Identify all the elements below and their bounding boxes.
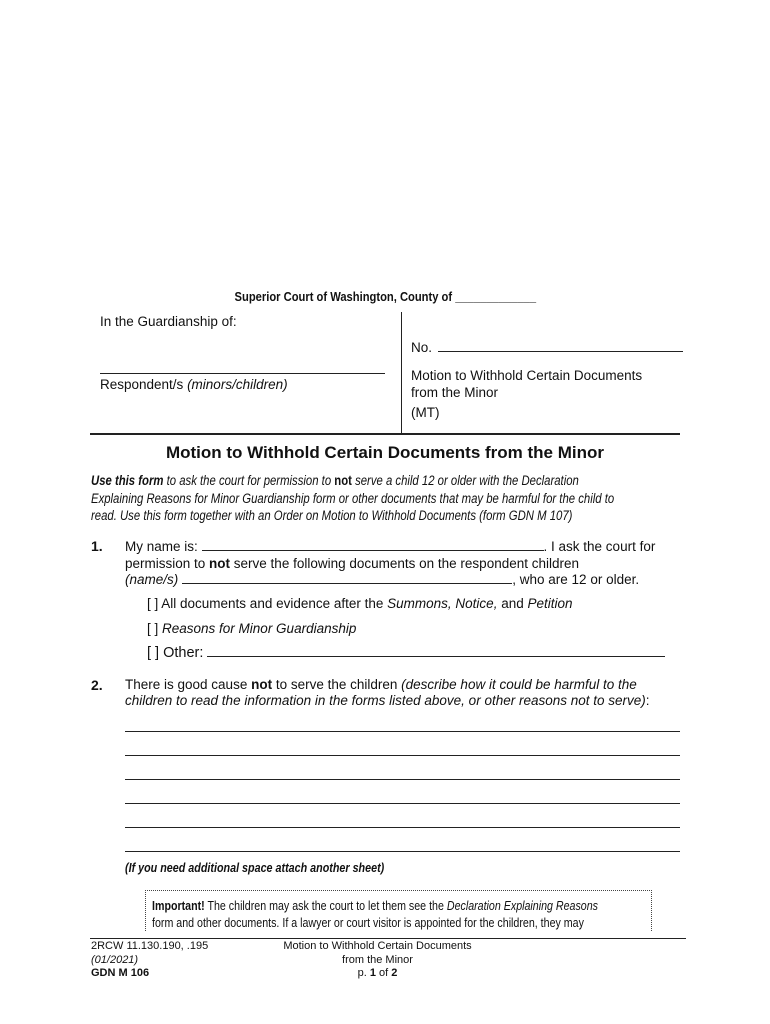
reason-line-2[interactable] [125, 755, 680, 756]
footer-form-number: GDN M 106 [91, 967, 150, 979]
checkbox-reasons[interactable]: [ ] [147, 621, 163, 636]
footer-form-info [91, 940, 208, 981]
important-notice-text: Important! The children may ask the court to let them see the Declaration Explaining Reasons form and other documents. If a lawyer or court visitor is appointed for the children, they may [152, 898, 598, 930]
respondent-label: Respondent/s (minors/children) [100, 377, 288, 392]
footer-title-line-2: from the Minor [342, 953, 413, 966]
form-title: Motion to Withhold Certain Documents from the Minor [165, 443, 605, 462]
item-2-number: 2. [91, 677, 103, 693]
checkbox-other[interactable]: [ ] [147, 645, 164, 661]
footer-date: (01/2021) [91, 953, 139, 966]
children-names-field[interactable] [182, 572, 512, 584]
footer-rcw: 2RCW 11.130.190, .195 [91, 940, 209, 952]
guardianship-label: In the Guardianship of: [100, 314, 237, 329]
other-documents-field[interactable] [207, 645, 665, 657]
option-other[interactable]: [ ] Other: [147, 645, 665, 662]
footer-rule [90, 938, 686, 939]
option-reasons[interactable]: [ ] Reasons for Minor Guardianship [147, 621, 357, 636]
footer-title-line-1: Motion to Withhold Certain Documents [283, 940, 472, 952]
item-1-number: 1. [91, 538, 103, 554]
my-name-field[interactable] [202, 539, 544, 551]
caption-rule [90, 433, 680, 435]
reason-line-5[interactable] [125, 827, 680, 828]
item-2-line-1: There is good cause not to serve the children (describe how it could be harmful to the [125, 677, 637, 692]
reason-line-3[interactable] [125, 779, 680, 780]
caption-case-code: (MT) [411, 405, 440, 420]
important-notice-box [145, 890, 652, 931]
checkbox-all-documents[interactable]: [ ] [147, 596, 162, 611]
item-2-line-2: children to read the information in the forms listed above, or other reasons not to serve): [125, 693, 650, 708]
caption-case-title: Motion to Withhold Certain Documents from the Minor [411, 368, 643, 400]
case-number-field[interactable]: No. [411, 340, 683, 355]
caption-divider [401, 312, 402, 433]
reason-line-6[interactable] [125, 851, 680, 852]
reason-line-1[interactable] [125, 731, 680, 732]
intro-instructions: Use this form to ask the court for permission to not serve a child 12 or older with the Declaration Explaining Reasons for Minor Guardianship form or other documents that may be harmful for the child to read. Use this form together with an Order on Motion to Withhold Documents (form GDN M 107) [91, 473, 615, 523]
respondent-name-line[interactable] [100, 373, 385, 374]
additional-space-note: (If you need additional space attach another sheet) [125, 861, 385, 875]
item-1-line-1: My name is: . I ask the court for [125, 539, 656, 554]
item-1-line-2: permission to not serve the following documents on the respondent children [125, 556, 580, 571]
item-1-line-3: (name/s) , who are 12 or older. [125, 572, 640, 587]
option-all-documents[interactable]: [ ] All documents and evidence after the Summons, Notice, and Petition [147, 596, 573, 611]
case-number-line[interactable] [438, 341, 683, 352]
footer-title [250, 940, 505, 981]
court-heading: Superior Court of Washington, County of _____________ [234, 289, 536, 304]
footer-page-number: p. 1 of 2 [357, 967, 398, 979]
reason-line-4[interactable] [125, 803, 680, 804]
